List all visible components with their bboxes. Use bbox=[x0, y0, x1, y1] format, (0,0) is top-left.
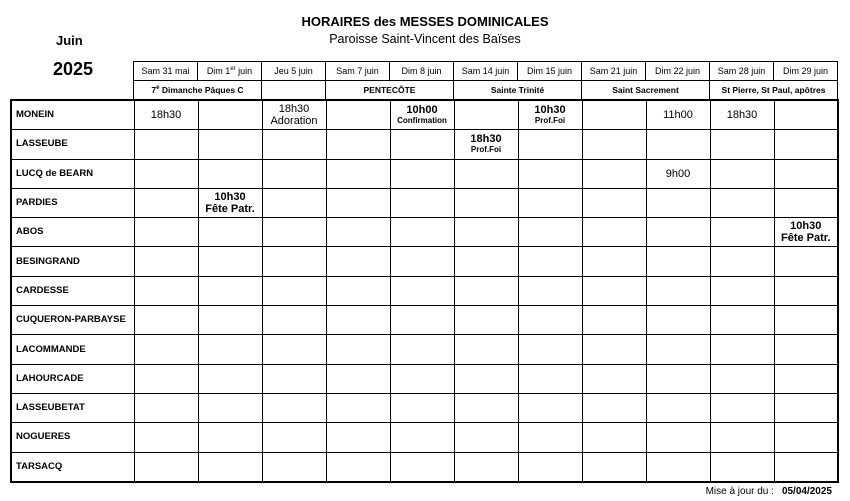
mass-time-cell bbox=[262, 247, 326, 276]
mass-time-cell bbox=[774, 218, 838, 247]
feasts-row bbox=[134, 81, 838, 100]
mass-time-cell bbox=[582, 452, 646, 482]
mass-time-cell bbox=[262, 130, 326, 159]
date-header: Dim 1 bbox=[206, 66, 231, 76]
mass-time-cell bbox=[262, 364, 326, 393]
mass-time-cell bbox=[390, 100, 454, 130]
mass-time-cell bbox=[710, 188, 774, 217]
feast-header: Sainte Trinité bbox=[490, 85, 545, 95]
mass-time-cell bbox=[774, 276, 838, 305]
mass-time-cell bbox=[198, 335, 262, 364]
mass-time-cell bbox=[390, 364, 454, 393]
mass-time-cell bbox=[326, 247, 390, 276]
feast-header-cell bbox=[582, 81, 710, 100]
mass-time-cell bbox=[390, 335, 454, 364]
date-header: Sam 31 mai bbox=[141, 66, 190, 76]
mass-note: Fête Patr. bbox=[780, 232, 831, 245]
feast-header-cell bbox=[262, 81, 326, 100]
mass-time: 11h00 bbox=[663, 109, 693, 122]
mass-note: Adoration bbox=[270, 115, 318, 128]
mass-time: 10h30 bbox=[534, 104, 566, 117]
date-header: Sam 14 juin bbox=[461, 66, 510, 76]
mass-time-cell bbox=[198, 159, 262, 188]
date-header: Dim 29 juin bbox=[782, 66, 829, 76]
mass-time-cell bbox=[198, 130, 262, 159]
feast-header: Saint Sacrement bbox=[612, 85, 679, 95]
mass-time-cell bbox=[710, 100, 774, 130]
mass-time: 10h30 bbox=[790, 220, 822, 233]
mass-time-cell bbox=[582, 159, 646, 188]
mass-time-cell bbox=[134, 306, 198, 335]
date-header: Dim 8 juin bbox=[401, 66, 442, 76]
table-row bbox=[11, 276, 838, 305]
feast-header: 7 bbox=[151, 85, 157, 95]
dates-row bbox=[134, 62, 838, 81]
mass-time-cell bbox=[198, 247, 262, 276]
mass-time-cell bbox=[646, 218, 710, 247]
date-header-cell bbox=[390, 62, 454, 81]
mass-time-cell bbox=[390, 159, 454, 188]
page-title: HORAIRES des MESSES DOMINICALES bbox=[301, 14, 549, 29]
date-header: Sam 28 juin bbox=[717, 66, 766, 76]
mass-time-cell bbox=[518, 335, 582, 364]
mass-time-cell bbox=[518, 159, 582, 188]
mass-time-cell bbox=[710, 393, 774, 422]
date-header: Sam 7 juin bbox=[336, 66, 379, 76]
mass-time-cell bbox=[326, 159, 390, 188]
mass-time-cell bbox=[134, 100, 198, 130]
table-row bbox=[11, 364, 838, 393]
mass-time-cell bbox=[326, 218, 390, 247]
feast-header: PENTECÔTE bbox=[363, 85, 416, 95]
year-label: 2025 bbox=[53, 59, 94, 79]
mass-time-cell bbox=[134, 159, 198, 188]
mass-time-cell bbox=[710, 423, 774, 452]
date-header-cell bbox=[326, 62, 390, 81]
mass-time-cell bbox=[454, 159, 518, 188]
mass-time-cell bbox=[646, 130, 710, 159]
village-name: BESINGRAND bbox=[11, 247, 134, 276]
mass-time-cell bbox=[326, 306, 390, 335]
last-update-date: 05/04/2025 bbox=[781, 486, 832, 497]
mass-time-cell bbox=[582, 218, 646, 247]
mass-time-cell bbox=[774, 364, 838, 393]
mass-time-cell bbox=[646, 159, 710, 188]
mass-time-cell bbox=[518, 276, 582, 305]
mass-time-cell bbox=[262, 100, 326, 130]
mass-time-cell bbox=[390, 130, 454, 159]
date-header-cell bbox=[646, 62, 710, 81]
feast-header-cell bbox=[710, 81, 838, 100]
mass-time-cell bbox=[454, 423, 518, 452]
mass-time-cell bbox=[582, 335, 646, 364]
village-name: CARDESSE bbox=[11, 276, 134, 305]
village-name: ABOS bbox=[11, 218, 134, 247]
village-name: LASSEUBE bbox=[11, 130, 134, 159]
mass-time: 18h30 bbox=[470, 133, 502, 146]
mass-time-cell bbox=[262, 452, 326, 482]
mass-time-cell bbox=[710, 276, 774, 305]
table-row bbox=[11, 188, 838, 217]
mass-time-cell bbox=[774, 159, 838, 188]
village-name: CUQUERON-PARBAYSE bbox=[11, 306, 134, 335]
mass-time-cell bbox=[518, 393, 582, 422]
mass-time-cell bbox=[134, 452, 198, 482]
mass-time-cell bbox=[262, 159, 326, 188]
mass-time-cell bbox=[198, 452, 262, 482]
dates-header-table bbox=[133, 61, 838, 100]
mass-time-cell bbox=[710, 159, 774, 188]
mass-time: 10h30 bbox=[214, 191, 246, 204]
mass-time-cell bbox=[134, 130, 198, 159]
feast-header-cell bbox=[326, 81, 454, 100]
mass-time-cell bbox=[582, 364, 646, 393]
mass-time-cell bbox=[774, 100, 838, 130]
mass-time-cell bbox=[518, 218, 582, 247]
mass-time-cell bbox=[646, 364, 710, 393]
mass-schedule-table bbox=[10, 99, 839, 483]
mass-time-cell bbox=[454, 130, 518, 159]
mass-time-cell bbox=[134, 393, 198, 422]
date-header-cell bbox=[454, 62, 518, 81]
mass-time-cell bbox=[518, 100, 582, 130]
mass-time-cell bbox=[518, 306, 582, 335]
mass-time-cell bbox=[518, 364, 582, 393]
village-name: LACOMMANDE bbox=[11, 335, 134, 364]
mass-time-cell bbox=[326, 423, 390, 452]
table-row bbox=[11, 335, 838, 364]
mass-time-cell bbox=[518, 188, 582, 217]
month-label: Juin bbox=[56, 33, 83, 48]
mass-time: 18h30 bbox=[150, 109, 182, 122]
mass-time-cell bbox=[710, 130, 774, 159]
mass-time-cell bbox=[454, 393, 518, 422]
date-header: Dim 15 juin bbox=[526, 66, 573, 76]
mass-time-cell bbox=[198, 306, 262, 335]
mass-time-cell bbox=[582, 276, 646, 305]
table-row bbox=[11, 306, 838, 335]
mass-time-cell bbox=[390, 218, 454, 247]
mass-note: Prof.Foi bbox=[534, 116, 566, 126]
table-row bbox=[11, 130, 838, 159]
mass-note: Fête Patr. bbox=[205, 203, 255, 216]
mass-time: 10h00 bbox=[406, 104, 438, 117]
mass-time-cell bbox=[198, 218, 262, 247]
mass-time-cell bbox=[390, 423, 454, 452]
mass-time-cell bbox=[262, 306, 326, 335]
mass-time: 9h00 bbox=[665, 167, 691, 180]
village-name: TARSACQ bbox=[11, 452, 134, 482]
mass-time-cell bbox=[646, 306, 710, 335]
mass-time-cell bbox=[134, 247, 198, 276]
mass-time-cell bbox=[454, 452, 518, 482]
mass-time-cell bbox=[518, 423, 582, 452]
mass-time-cell bbox=[454, 188, 518, 217]
mass-time-cell bbox=[646, 335, 710, 364]
mass-time-cell bbox=[198, 364, 262, 393]
village-name: LASSEUBETAT bbox=[11, 393, 134, 422]
mass-time-cell bbox=[646, 423, 710, 452]
mass-time-cell bbox=[518, 247, 582, 276]
mass-time-cell bbox=[646, 188, 710, 217]
mass-time-cell bbox=[454, 276, 518, 305]
table-row bbox=[11, 247, 838, 276]
mass-time-cell bbox=[710, 452, 774, 482]
table-row bbox=[11, 218, 838, 247]
mass-time-cell bbox=[198, 188, 262, 217]
mass-time-cell bbox=[326, 452, 390, 482]
mass-time-cell bbox=[134, 276, 198, 305]
mass-time-cell bbox=[774, 335, 838, 364]
mass-time-cell bbox=[518, 130, 582, 159]
date-header-sup: er bbox=[230, 66, 236, 72]
mass-time-cell bbox=[390, 306, 454, 335]
date-header-cell bbox=[518, 62, 582, 81]
mass-time-cell bbox=[454, 247, 518, 276]
mass-time-cell bbox=[454, 306, 518, 335]
mass-time-cell bbox=[326, 130, 390, 159]
mass-time-cell bbox=[646, 393, 710, 422]
mass-time-cell bbox=[646, 247, 710, 276]
mass-time-cell bbox=[774, 423, 838, 452]
mass-time-cell bbox=[646, 452, 710, 482]
mass-time-cell bbox=[134, 423, 198, 452]
village-name: PARDIES bbox=[11, 188, 134, 217]
mass-time-cell bbox=[518, 452, 582, 482]
mass-time-cell bbox=[134, 364, 198, 393]
feast-header-sup: e bbox=[156, 85, 160, 92]
mass-time-cell bbox=[262, 276, 326, 305]
mass-time-cell bbox=[134, 188, 198, 217]
date-header-cell bbox=[710, 62, 774, 81]
feast-header-cell bbox=[134, 81, 262, 100]
mass-time-cell bbox=[710, 306, 774, 335]
village-name: LUCQ de BEARN bbox=[11, 159, 134, 188]
table-row bbox=[11, 159, 838, 188]
mass-time-cell bbox=[710, 247, 774, 276]
mass-time-cell bbox=[582, 306, 646, 335]
feast-header-cell bbox=[454, 81, 582, 100]
feast-header-tail: Dimanche Pâques C bbox=[159, 85, 244, 95]
village-name: NOGUERES bbox=[11, 423, 134, 452]
date-header: Sam 21 juin bbox=[589, 66, 638, 76]
mass-time-cell bbox=[454, 335, 518, 364]
mass-time-cell bbox=[774, 393, 838, 422]
date-header-cell bbox=[262, 62, 326, 81]
date-header-cell bbox=[774, 62, 838, 81]
mass-time-cell bbox=[582, 423, 646, 452]
mass-time-cell bbox=[198, 100, 262, 130]
mass-time-cell bbox=[774, 188, 838, 217]
mass-time-cell bbox=[710, 218, 774, 247]
mass-time-cell bbox=[134, 218, 198, 247]
mass-time-cell bbox=[134, 335, 198, 364]
table-row bbox=[11, 393, 838, 422]
mass-time-cell bbox=[582, 130, 646, 159]
mass-time-cell bbox=[390, 393, 454, 422]
mass-time-cell bbox=[326, 335, 390, 364]
mass-time-cell bbox=[454, 100, 518, 130]
mass-time-cell bbox=[262, 188, 326, 217]
mass-time-cell bbox=[774, 130, 838, 159]
village-name: LAHOURCADE bbox=[11, 364, 134, 393]
mass-time-cell bbox=[454, 364, 518, 393]
table-row bbox=[11, 452, 838, 482]
date-header-cell bbox=[134, 62, 198, 81]
parish-name: Paroisse Saint-Vincent des Baïses bbox=[329, 32, 521, 46]
last-update bbox=[706, 486, 832, 497]
mass-time: 18h30 bbox=[278, 103, 310, 116]
mass-time-cell bbox=[582, 393, 646, 422]
date-header-tail: juin bbox=[235, 66, 253, 76]
mass-time-cell bbox=[390, 188, 454, 217]
mass-time-cell bbox=[646, 276, 710, 305]
date-header-cell bbox=[582, 62, 646, 81]
mass-time-cell bbox=[198, 276, 262, 305]
mass-time-cell bbox=[326, 276, 390, 305]
mass-time-cell bbox=[326, 393, 390, 422]
mass-time-cell bbox=[774, 247, 838, 276]
last-update-label: Mise à jour du : bbox=[705, 486, 774, 497]
mass-time-cell bbox=[582, 100, 646, 130]
date-header: Jeu 5 juin bbox=[274, 66, 313, 76]
mass-time-cell bbox=[582, 247, 646, 276]
mass-note: Confirmation bbox=[397, 116, 447, 126]
mass-time-cell bbox=[326, 100, 390, 130]
mass-time-cell bbox=[262, 335, 326, 364]
mass-time-cell bbox=[710, 335, 774, 364]
mass-time-cell bbox=[390, 452, 454, 482]
mass-time: 18h30 bbox=[726, 109, 758, 122]
village-name: MONEIN bbox=[11, 100, 134, 130]
mass-time-cell bbox=[198, 423, 262, 452]
mass-time-cell bbox=[390, 247, 454, 276]
mass-time-cell bbox=[454, 218, 518, 247]
feast-header: St Pierre, St Paul, apôtres bbox=[721, 85, 826, 95]
mass-time-cell bbox=[198, 393, 262, 422]
mass-time-cell bbox=[326, 364, 390, 393]
mass-note: Prof.Foi bbox=[470, 145, 502, 155]
mass-time-cell bbox=[262, 393, 326, 422]
mass-time-cell bbox=[390, 276, 454, 305]
mass-time-cell bbox=[262, 218, 326, 247]
mass-time-cell bbox=[326, 188, 390, 217]
mass-time-cell bbox=[774, 452, 838, 482]
mass-time-cell bbox=[582, 188, 646, 217]
table-row bbox=[11, 100, 838, 130]
date-header-cell bbox=[198, 62, 262, 81]
mass-time-cell bbox=[774, 306, 838, 335]
mass-time-cell bbox=[710, 364, 774, 393]
date-header: Dim 22 juin bbox=[654, 66, 701, 76]
mass-time-cell bbox=[646, 100, 710, 130]
mass-time-cell bbox=[262, 423, 326, 452]
table-row bbox=[11, 423, 838, 452]
